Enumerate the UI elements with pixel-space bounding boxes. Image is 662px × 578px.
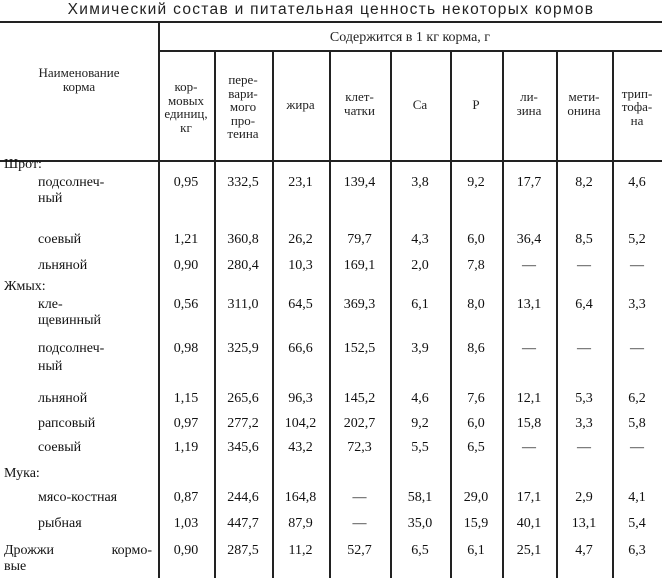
column-header — [612, 87, 662, 128]
table-cell: 287,5 — [227, 543, 259, 558]
table-cell: 280,4 — [227, 258, 259, 273]
table-cell: 2,0 — [411, 258, 429, 273]
name-column-header-line: Наименование — [38, 65, 120, 80]
column-header-line: мого — [229, 99, 257, 115]
row-name: подсолнеч- — [38, 175, 105, 190]
row-name: ный — [38, 359, 63, 374]
table-cell: 360,8 — [227, 232, 259, 247]
table-cell: — — [630, 440, 644, 455]
table-cell: 66,6 — [288, 341, 313, 356]
table-cell: 6,0 — [467, 232, 485, 247]
table-cell: — — [352, 516, 367, 531]
column-header-line: трип- — [621, 85, 653, 101]
table-cell: 79,7 — [347, 232, 372, 247]
table-cell: 145,2 — [343, 391, 376, 406]
table-cell: 265,6 — [227, 391, 259, 406]
table-cell: 15,9 — [463, 516, 489, 531]
column-header-line: про- — [230, 112, 256, 128]
section-label: Жмых: — [4, 279, 46, 294]
table-title: Химический состав и питательная ценность некоторых кормов — [67, 1, 595, 18]
column-header-line: на — [630, 112, 644, 128]
table-cell: 17,7 — [516, 175, 542, 190]
table-cell: — — [630, 258, 644, 273]
table-cell: 52,7 — [347, 543, 372, 558]
table-cell: 96,3 — [288, 391, 313, 406]
table-cell: 9,2 — [467, 175, 485, 190]
table-cell: 8,2 — [575, 175, 593, 190]
table-cell: 1,21 — [173, 232, 199, 247]
table-cell: 4,6 — [411, 391, 429, 406]
column-header-line: Ca — [412, 97, 428, 112]
header-bottom-rule — [0, 160, 662, 162]
table-cell: 29,0 — [463, 490, 489, 505]
table-cell: 6,4 — [575, 297, 593, 312]
table-cell: 12,1 — [516, 391, 542, 406]
column-header-line: кор- — [174, 79, 198, 94]
table-cell: 369,3 — [343, 297, 376, 312]
row-name: рапсовый — [38, 416, 96, 431]
column-header-line: онина — [567, 102, 601, 118]
table-cell: 4,1 — [628, 490, 646, 505]
row-name: щевинный — [38, 313, 101, 328]
row-name: льняной — [38, 258, 88, 273]
table-cell: 8,0 — [467, 297, 485, 312]
column-header-line: единиц, — [164, 106, 208, 121]
table-cell: 244,6 — [227, 490, 259, 505]
table-cell: 58,1 — [407, 490, 433, 505]
table-cell: — — [352, 490, 367, 505]
table-cell: 4,7 — [575, 543, 593, 558]
column-header — [158, 80, 214, 134]
table-cell: 6,5 — [467, 440, 485, 455]
column-header-line: чатки — [344, 102, 375, 118]
group-header: Содержится в 1 кг корма, г — [329, 30, 491, 45]
table-cell: 3,3 — [628, 297, 646, 312]
table-cell: 11,2 — [288, 543, 313, 558]
column-header-line: мовых — [167, 92, 205, 108]
row-name: кле- — [38, 297, 63, 312]
name-column-header-line: корма — [62, 78, 96, 94]
column-header-line: кг — [180, 119, 192, 135]
column-header-line: теина — [227, 126, 259, 142]
table-cell: 1,15 — [173, 391, 199, 406]
table-top-rule — [0, 21, 662, 23]
table-cell: 6,1 — [411, 297, 429, 312]
table-cell: 7,6 — [467, 391, 485, 406]
table-cell: 5,3 — [575, 391, 593, 406]
table-cell: 5,2 — [628, 232, 646, 247]
table-cell: — — [522, 440, 536, 455]
table-cell: 325,9 — [227, 341, 259, 356]
column-header-line: P — [472, 97, 480, 112]
table-cell: 6,3 — [628, 543, 646, 558]
table-cell: 23,1 — [288, 175, 313, 190]
table-cell: 87,9 — [288, 516, 313, 531]
column-header-line: мети- — [568, 89, 600, 104]
table-cell: 36,4 — [516, 232, 542, 247]
table-cell: 43,2 — [288, 440, 313, 455]
table-cell: 5,4 — [628, 516, 646, 531]
group-header-rule — [158, 50, 662, 52]
column-header — [214, 73, 272, 141]
table-cell: 6,0 — [467, 416, 485, 431]
column-header — [556, 90, 612, 117]
section-label: Шрот: — [4, 157, 42, 172]
column-header-line: клет- — [345, 89, 374, 104]
table-cell: 0,56 — [173, 297, 199, 312]
table-cell: 8,6 — [467, 341, 485, 356]
table-cell: 3,3 — [575, 416, 593, 431]
table-cell: 8,5 — [575, 232, 593, 247]
table-cell: 3,9 — [411, 341, 429, 356]
table-cell: 1,19 — [173, 440, 199, 455]
row-name: Дрожжи кормо- — [4, 543, 152, 558]
table-cell: 332,5 — [227, 175, 259, 190]
table-cell: 35,0 — [407, 516, 433, 531]
table-cell: 26,2 — [288, 232, 313, 247]
table-cell: 5,5 — [411, 440, 429, 455]
row-name: соевый — [38, 440, 82, 455]
column-header-line: вари- — [228, 85, 258, 101]
table-cell: 0,97 — [173, 416, 199, 431]
column-header — [502, 90, 556, 117]
table-cell: 104,2 — [284, 416, 317, 431]
table-cell: 202,7 — [343, 416, 376, 431]
column-header — [450, 98, 502, 112]
table-cell: — — [522, 258, 536, 273]
table-cell: 6,2 — [628, 391, 646, 406]
table-cell: 40,1 — [516, 516, 542, 531]
table-cell: — — [630, 341, 644, 356]
table-cell: 4,6 — [628, 175, 646, 190]
table-cell: 0,90 — [173, 543, 199, 558]
column-header — [390, 98, 450, 112]
table-cell: 72,3 — [347, 440, 372, 455]
table-cell: 13,1 — [571, 516, 597, 531]
table-cell: 13,1 — [516, 297, 542, 312]
table-cell: 277,2 — [227, 416, 259, 431]
section-label: Мука: — [4, 466, 40, 481]
table-cell: 139,4 — [343, 175, 376, 190]
table-cell: 5,8 — [628, 416, 646, 431]
row-name: подсолнеч- — [38, 341, 105, 356]
table-cell: 152,5 — [343, 341, 376, 356]
column-header — [329, 90, 390, 117]
row-name: льняной — [38, 391, 88, 406]
table-cell: — — [522, 341, 536, 356]
column-header-line: зина — [516, 102, 542, 118]
table-cell: 7,8 — [467, 258, 485, 273]
table-cell: 25,1 — [516, 543, 542, 558]
table-cell: 447,7 — [227, 516, 259, 531]
table-cell: 164,8 — [284, 490, 317, 505]
table-cell: 6,5 — [411, 543, 429, 558]
column-header-line: тофа- — [621, 99, 653, 115]
column-header-line: ли- — [520, 89, 538, 104]
table-cell: 0,98 — [173, 341, 199, 356]
row-name: вые — [4, 559, 27, 574]
row-name: рыбная — [38, 516, 82, 531]
table-cell: 0,90 — [173, 258, 199, 273]
table-cell: 169,1 — [343, 258, 376, 273]
table-cell: 9,2 — [411, 416, 429, 431]
column-header-line: жира — [286, 97, 315, 112]
table-cell: 0,95 — [173, 175, 199, 190]
row-name: ный — [38, 191, 63, 206]
column-header-line: пере- — [228, 72, 258, 88]
name-column-header — [0, 66, 158, 93]
table-cell: 3,8 — [411, 175, 429, 190]
table-cell: 15,8 — [516, 416, 542, 431]
table-cell: 2,9 — [575, 490, 593, 505]
table-cell: 64,5 — [288, 297, 313, 312]
table-cell: 10,3 — [288, 258, 313, 273]
table-cell: 17,1 — [516, 490, 542, 505]
table-cell: — — [577, 341, 591, 356]
table-cell: — — [577, 440, 591, 455]
table-cell: 0,87 — [173, 490, 199, 505]
table-cell: 311,0 — [227, 297, 259, 312]
column-header — [272, 98, 329, 112]
table-cell: 4,3 — [411, 232, 429, 247]
table-cell: 1,03 — [173, 516, 199, 531]
table-cell: 345,6 — [227, 440, 259, 455]
row-name: мясо-костная — [38, 490, 118, 505]
table-cell: 6,1 — [467, 543, 485, 558]
table-cell: — — [577, 258, 591, 273]
row-name: соевый — [38, 232, 82, 247]
